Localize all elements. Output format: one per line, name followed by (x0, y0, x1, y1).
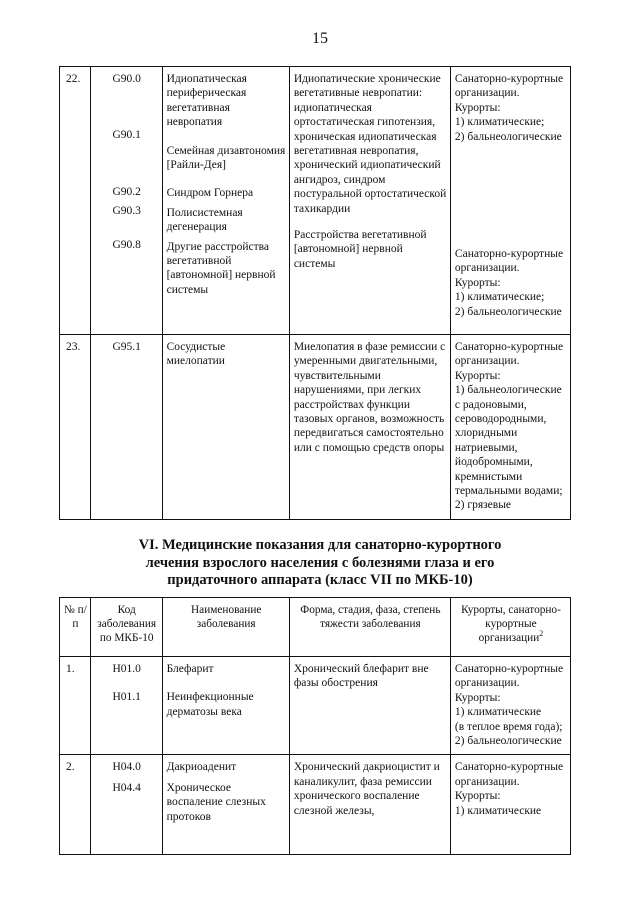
resort-line: 1) климатические (454, 804, 542, 817)
code-cell (90, 755, 162, 855)
section-heading (70, 537, 570, 590)
resort-line: 2) грязевые (454, 499, 512, 512)
code-cell (90, 657, 162, 755)
disease-code: G95.1 (112, 341, 141, 353)
disease-name: Семейная дизавтономия [Райли-Дея] (166, 144, 286, 172)
header-num: № п/п (60, 598, 91, 657)
row-number: 23. (60, 335, 91, 520)
disease-name: Блефарит (166, 663, 214, 675)
name-cell (162, 67, 289, 335)
table-row (60, 755, 571, 855)
disease-code: G90.0 (112, 73, 141, 85)
disease-name: Другие расстройства вегетативной [автономной] нервной системы (166, 240, 276, 296)
disease-form: Идиопатические хронические вегетативные невропатии: идиопатическая ортостатическая гипотензия, хроническая идиопатическая вегетативная невропатия, хронический идиопатический ангидроз, синдром постуральной ортостатической тахикардии (293, 73, 447, 215)
resort-cell (450, 67, 570, 335)
disease-form: Миелопатия в фазе ремиссии с умеренными двигательными, чувствительными нарушениями, при легких расстройствах функции тазовых органов, возможность передвигаться самостоятельно или с помощью средств опоры (293, 341, 446, 454)
disease-name: Идиопатическая периферическая вегетативная невропатия (166, 73, 247, 129)
page-number: 15 (312, 30, 328, 47)
resort-line: Санаторно-курортные организации. (454, 73, 564, 100)
header-resort (450, 598, 570, 657)
disease-code: H04.4 (112, 781, 141, 794)
row-number: 22. (60, 67, 91, 335)
resort-cell (450, 657, 570, 755)
indications-table-nervous (59, 66, 571, 520)
resort-line: Курорты: (454, 691, 501, 704)
disease-code: G90.1 (112, 129, 141, 142)
form-cell: Хронический блефарит вне фазы обострения (289, 657, 450, 755)
resort-line: 1) климатические; (454, 291, 545, 304)
resort-line: 1) климатические; (454, 116, 545, 129)
disease-code: H01.1 (112, 691, 141, 704)
resort-line: 2) бальнеологические (454, 735, 562, 748)
heading-line: VI. Медицинские показания для санаторно-курортного (138, 537, 502, 553)
indications-table-eye (59, 597, 571, 855)
row-number: 2. (60, 755, 91, 855)
heading-line: придаточного аппарата (класс VII по МКБ-10) (167, 572, 473, 588)
form-cell (289, 335, 450, 520)
disease-name: Дакриоаденит (166, 761, 237, 774)
resort-line: Курорты: (454, 790, 501, 803)
resort-cell (450, 335, 570, 520)
resort-line: 2) бальнеологические (454, 130, 562, 143)
resort-line: (в теплое время года); (454, 720, 563, 733)
table-header-row (60, 598, 571, 657)
resort-line: 1) бальнеологические с радоновыми, сероводородными, хлоридными натриевыми, йодобромными, кремнистыми термальными водами; (454, 384, 563, 498)
code-cell (90, 67, 162, 335)
disease-form: Расстройства вегетативной [автономной] нервной системы (293, 229, 427, 270)
footnote-mark: 2 (539, 629, 544, 639)
name-cell (162, 335, 289, 520)
resort-line: Санаторно-курортные организации. (454, 341, 564, 368)
row-number: 1. (60, 657, 91, 755)
form-cell: Хронический дакриоцистит и каналикулит, фаза ремиссии хронического воспаление слезной железы, (289, 755, 450, 855)
disease-code: G90.2 (112, 185, 141, 198)
name-cell (162, 755, 289, 855)
resort-line: Санаторно-курортные организации. (454, 663, 564, 690)
table-row (60, 657, 571, 755)
form-cell (289, 67, 450, 335)
heading-line: лечения взрослого населения с болезнями глаза и его (145, 554, 495, 571)
disease-code: H01.0 (112, 663, 141, 675)
disease-code: G90.3 (112, 205, 141, 218)
disease-name: Неинфекционные дерматозы века (166, 691, 254, 718)
header-name: Наименование заболевания (162, 598, 289, 657)
disease-name: Синдром Горнера (166, 187, 254, 200)
resort-line: Санаторно-курортные организации. (454, 248, 564, 275)
resort-line: Курорты: (454, 276, 501, 289)
resort-line: 2) бальнеологические (454, 305, 562, 318)
disease-name: Хроническое воспаление слезных протоков (166, 781, 266, 823)
header-code: Код заболевания по МКБ-10 (90, 598, 162, 657)
name-cell (162, 657, 289, 755)
resort-cell (450, 755, 570, 855)
table-row (60, 335, 571, 520)
resort-line: Курорты: (454, 369, 501, 382)
table-row (60, 67, 571, 335)
resort-line: Курорты: (454, 101, 501, 114)
disease-name: Сосудистые миелопатии (166, 341, 226, 368)
header-resort-text: Курорты, санаторно-курортные организации (461, 604, 561, 644)
disease-code: G90.8 (112, 238, 141, 251)
resort-line: 1) климатические (454, 706, 542, 719)
resort-line: Санаторно-курортные организации. (454, 761, 564, 788)
disease-code: H04.0 (112, 761, 141, 774)
header-form: Форма, стадия, фаза, степень тяжести заболевания (289, 598, 450, 657)
disease-name: Полисистемная дегенерация (166, 206, 243, 234)
code-cell (90, 335, 162, 520)
